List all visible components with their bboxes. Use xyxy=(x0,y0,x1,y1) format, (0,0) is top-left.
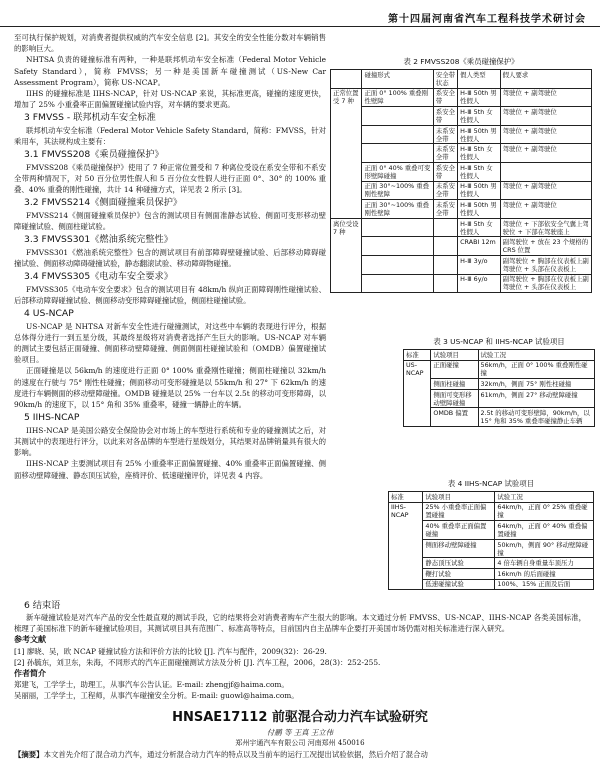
table-cell: 正面 30°~100% 重叠刚性壁障 xyxy=(362,200,433,219)
table-cell: 正面 0° 40% 重叠可变形壁障碰撞 xyxy=(362,162,433,181)
next-paper-authors: 付鹏 等 王真 王立伟 xyxy=(266,728,334,737)
body-paragraph: 联邦机动车安全标准（Federal Motor Vehicle Safety Standard，简称：FMVSS，针对乘用车，其法规构成主要有： xyxy=(14,125,326,147)
table-cell: H-Ⅲ 50th 男性假人 xyxy=(458,88,501,107)
running-header xyxy=(0,8,600,27)
table-cell xyxy=(362,255,433,274)
table-cell: 64km/h，正面 0° 25% 重叠碰撞 xyxy=(495,502,594,521)
table-cell: 低速碰撞试验 xyxy=(423,579,495,590)
section-heading: 3.4 FMVSS305《电动车安全要求》 xyxy=(24,271,173,283)
body-paragraph: FMVSS214《侧面碰撞乘员保护》包含的测试项目有侧面准静态试验、侧面可变形移动壁障碰撞试验、侧面柱碰试验。 xyxy=(14,210,326,232)
running-title: 第十四届河南省汽车工程科技学术研讨会 xyxy=(388,14,586,25)
table-cell: 100%、15% 正面及后面 xyxy=(495,579,594,590)
table-cell: 未系安全带 xyxy=(433,144,457,163)
table-row xyxy=(404,408,595,427)
table-cell xyxy=(362,218,433,237)
table-cell: 16km/h 的后面碰撞 xyxy=(495,568,594,579)
conclusion-text: 新车碰撞试验是对汽车产品的安全性最直观的测试手段，它的结果将会对消费者购车产生很大的影响。本文通过分析 FMVSS、US-NCAP、IIHS-NCAP 各类美国标准，梳理了美国标准下的新车碰撞试验项目，其测试项目具有范围广、标准高等特点，目前国内自主品牌车企要打开美国市场仍需对相关标准进行深入研究。 xyxy=(14,613,586,634)
table-header-cell: 假人类型 xyxy=(458,70,501,89)
table-2 xyxy=(330,69,592,293)
table-header-cell: 试验工况 xyxy=(478,350,594,361)
table-cell: CRABI 12m xyxy=(458,237,501,256)
body-paragraph: IIHS-NCAP 是美国公路安全保险协会对市场上的车型进行系统和专业的碰撞测试之后，对其测试中的表现进行评分，以此来对各品牌的车型进行星级划分，其结果对品牌销量具有很大的影响。 xyxy=(14,425,326,458)
table-header-cell: 试验项目 xyxy=(423,492,495,503)
table-cell: 正面 30°~100% 重叠刚性壁障 xyxy=(362,181,433,200)
table-header-cell: 试验工况 xyxy=(495,492,594,503)
table-header-cell: 安全带状态 xyxy=(433,70,457,89)
table-cell: H-Ⅲ 50th 男性假人 xyxy=(458,200,501,219)
conclusion-section xyxy=(14,600,586,702)
table-cell xyxy=(362,237,433,256)
section-heading: 3.1 FMVSS208《乘员碰撞保护》 xyxy=(24,149,164,161)
table-3-caption: 表 3 US-NCAP 和 IIHS-NCAP 试验项目 xyxy=(433,337,565,346)
table-header-cell xyxy=(331,70,362,89)
table-cell: H-Ⅲ 5th 女性假人 xyxy=(458,107,501,126)
table-group-cell: 正常位置受 7 种 xyxy=(331,88,362,218)
table-cell: 61km/h，侧面 27° 移动壁障碰撞 xyxy=(478,389,594,408)
table-cell: 驾驶位 + 副驾驶位 xyxy=(500,144,591,163)
table-row xyxy=(331,162,592,181)
table-header-cell: 标准 xyxy=(389,492,423,503)
table-cell: OMDB 偏置 xyxy=(431,408,478,427)
section-heading: 3.2 FMVSS214《侧面碰撞乘员保护》 xyxy=(24,197,183,209)
table-cell: 副驾驶位 + 放在 23 个规格的 CRS 位置 xyxy=(500,237,591,256)
body-paragraph: 至可执行保护规划，对消费者提供权威的汽车安全信息 [2]。其安全的安全性能分数对车辆销售的影响巨大。 xyxy=(14,33,326,54)
section-heading: 4 US-NCAP xyxy=(24,308,74,320)
table-4-block xyxy=(388,478,594,590)
body-paragraph: FMVSS208《乘员碰撞保护》使用了 7 种正常位置受和 7 种离位受设在系安全带和不系安全带两种情况下，对 50 百分位男性假人和 5 百分位女性假人进行正面 0°、30° 的 100% 重叠、40% 重叠的刚性碰撞，共计 14 种碰撞方式，详见表 2 所示 [3]。 xyxy=(14,162,326,195)
table-cell xyxy=(433,237,457,256)
table-row xyxy=(404,379,595,390)
table-cell: 驾驶位 + 副驾驶位 xyxy=(500,200,591,219)
reference-1: [1] 廖晓、吴，欧 NCAP 碰撞试验方法和评价方法的比较 [J]. 汽车与配件，2009(32)：26-29. xyxy=(14,646,327,656)
table-cell: 2.5t 的移动可变形壁障，90km/h，以 15° 角和 35% 重叠率碰撞静止车辆 xyxy=(478,408,594,427)
table-3-block xyxy=(403,336,595,427)
table-row xyxy=(331,88,592,107)
body-paragraph: US-NCAP 是 NHTSA 对新车安全性进行碰撞测试，对这些中车辆的表现进行评分，根据总体得分进行一到五星分级，其最终星级将对消费者选择产生巨大的影响。US-NCAP 对车辆的测试主要包括正面碰撞、侧面移动壁障碰撞、侧面侧面柱碰撞试验和（OMDB）偏置碰撞试验项目。 xyxy=(14,321,326,365)
table-header-cell: 试验项目 xyxy=(431,350,478,361)
table-cell: 驾驶位 + 副驾驶位 xyxy=(500,88,591,107)
table-cell: 侧面柱碰撞 xyxy=(431,379,478,390)
body-paragraph: NHTSA 负责的碰撞标准有两种，一种是联邦机动车安全标准（Federal Motor Vehicle Safety Standard），简称 FMVSS；另一种是美国新车碰撞测试（US-New Car Assessment Program），简称 US-NCAP。 xyxy=(14,55,326,87)
table-header-cell: 标准 xyxy=(404,350,431,361)
table-cell: 驾驶位 + 副驾驶位 xyxy=(500,125,591,144)
reference-2: [2] 孙毓东，刘卫东，朱海，不同形式的汽车正面碰撞测试方法及分析 [J]. 汽车工程，2006，28(3)：252-255. xyxy=(14,657,381,667)
table-cell: 正面碰撞 xyxy=(431,360,478,379)
table-cell: H-Ⅲ 5th 女性假人 xyxy=(458,218,501,237)
table-group-cell: 离位受设 7 种 xyxy=(331,218,362,292)
table-2-block xyxy=(330,56,592,293)
table-cell: 25% 小重叠率正面偏置碰撞 xyxy=(423,502,495,521)
table-row xyxy=(331,144,592,163)
table-cell xyxy=(433,274,457,293)
table-cell: 未系安全带 xyxy=(433,200,457,219)
table-cell: 50km/h，侧面 90° 移动壁障碰撞 xyxy=(495,539,594,558)
table-cell xyxy=(362,144,433,163)
table-cell: 正面 0° 100% 重叠刚性壁障 xyxy=(362,88,433,107)
table-cell: 驾驶位 + 下部依安全气囊上驾驶位 + 下部在驾驶座上 xyxy=(500,218,591,237)
table-cell: 40% 重叠率正面偏置碰撞 xyxy=(423,521,495,540)
table-cell: H-Ⅲ 5th 女性假人 xyxy=(458,162,501,181)
references-heading: 参考文献 xyxy=(14,635,46,645)
body-paragraph: FMVSS305《电动车安全要求》包含的测试项目有 48km/h 纵向正面障碍刚性碰撞试验、后部移动障碍碰撞试验、侧面移动变形障碍碰撞试验，侧面柱碰撞试验。 xyxy=(14,284,326,305)
section-heading: 5 IIHS-NCAP xyxy=(24,412,80,424)
table-row xyxy=(389,502,594,521)
table-cell: H-Ⅲ 6y/o xyxy=(458,274,501,293)
author-2: 吴丽丽，工学学士，工程师，从事汽车碰撞安全分析。E-mail: guowl@haima.com。 xyxy=(14,691,299,701)
table-cell: 系安全带 xyxy=(433,107,457,126)
table-header-cell: 假人要求 xyxy=(500,70,591,89)
table-cell: 56km/h，正面 0° 100% 重叠刚性碰撞 xyxy=(478,360,594,379)
author-intro-heading: 作者简介 xyxy=(14,669,46,679)
table-cell xyxy=(500,162,591,181)
table-cell xyxy=(362,125,433,144)
table-cell: H-Ⅲ 5th 女性假人 xyxy=(458,144,501,163)
table-cell: 驾驶位 + 副驾驶位 xyxy=(500,107,591,126)
next-paper-abstract xyxy=(14,750,586,760)
next-paper-title: HNSAE17112 前驱混合动力汽车试验研究 xyxy=(172,710,428,725)
body-paragraph: 正面碰撞是以 56km/h 的速度进行正面 0° 100% 重叠刚性碰撞；侧面柱碰撞以 32km/h 的速度在行驶与 75° 刚性柱碰撞；侧面移动可变形碰撞是以 55km/h 和 27° 下 62km/h 的速度进行车辆侧面的移动壁障碰撞。OMDB 碰撞是以 25% 一台车以 2.5t 的移动可变形障碍，以 90km/h 的速度下，以 15° 角和 35% 重叠率，碰撞一辆静止的车辆。 xyxy=(14,366,326,410)
table-cell: 副驾驶位 + 胸部在仪表板上副驾驶位 + 头部在仪表板上 xyxy=(500,274,591,293)
table-cell xyxy=(362,274,433,293)
table-group-cell: IIHS-NCAP xyxy=(389,502,423,590)
table-row xyxy=(331,125,592,144)
table-row xyxy=(331,274,592,293)
table-4 xyxy=(388,491,594,590)
table-cell: 未系安全带 xyxy=(433,125,457,144)
table-row xyxy=(331,200,592,219)
table-cell xyxy=(362,107,433,126)
table-cell: 侧面移动壁障碰撞 xyxy=(423,539,495,558)
next-paper-organization: 郑州宇通汽车有限公司 河南郑州 450016 xyxy=(235,739,365,747)
table-row xyxy=(331,237,592,256)
table-cell: 32km/h，侧面 75° 刚性柱碰撞 xyxy=(478,379,594,390)
table-4-caption: 表 4 IIHS-NCAP 试验项目 xyxy=(447,479,535,488)
table-cell: H-Ⅲ 3y/o xyxy=(458,255,501,274)
table-row xyxy=(331,181,592,200)
table-2-caption: 表 2 FMVSS208《乘员碰撞保护》 xyxy=(403,57,519,66)
table-row xyxy=(404,389,595,408)
body-paragraph: IIHS-NCAP 主要测试项目有 25% 小重叠率正面偏置碰撞、40% 重叠率正面偏置碰撞、侧面移动壁障碰撞、静态顶压试验，座椅评价、低速碰撞评价，详见表 4 内容。 xyxy=(14,459,326,480)
table-cell: 副驾驶位 + 胸部在仪表板上副驾驶位 + 头部在仪表板上 xyxy=(500,255,591,274)
body-paragraph: FMVSS301《燃油系统完整性》包含的测试项目有前部障碍壁碰撞试验、后部移动障碍碰撞试验、侧面移动障碍碰撞试验，静态翻滚试验、移动障碍物碰撞。 xyxy=(14,247,326,269)
table-group-cell: US-NCAP xyxy=(404,360,431,426)
section-heading: 3.3 FMVSS301《燃油系统完整性》 xyxy=(24,234,173,246)
table-row xyxy=(404,360,595,379)
table-row xyxy=(331,107,592,126)
left-column xyxy=(14,32,326,481)
abstract-text: 本文首先介绍了混合动力汽车，通过分析混合动力汽车的特点以及当前车的运行工况提出试验依据，然后介绍了混合动 xyxy=(43,750,428,759)
table-cell: 侧面可变形移动壁障碰撞 xyxy=(431,389,478,408)
table-header-cell: 碰撞形式 xyxy=(362,70,433,89)
table-cell: 4 倍车辆自身重量车顶压力 xyxy=(495,558,594,569)
table-cell xyxy=(433,255,457,274)
table-3 xyxy=(403,349,595,427)
table-cell: 鞭打试验 xyxy=(423,568,495,579)
table-cell: H-Ⅲ 50th 男性假人 xyxy=(458,181,501,200)
table-row xyxy=(331,218,592,237)
table-cell: 系安全带 xyxy=(433,162,457,181)
table-cell: H-Ⅲ 50th 男性假人 xyxy=(458,125,501,144)
section-heading: 3 FMVSS - 联邦机动车安全标准 xyxy=(24,112,156,124)
table-cell: 未系安全带 xyxy=(433,181,457,200)
body-paragraph: IIHS 的碰撞标准是 IIHS-NCAP，针对 US-NCAP 来说，其标准更高，碰撞的速度更快，增加了 25% 小重叠率正面偏置碰撞试验内容，对车辆的要求更高。 xyxy=(14,89,326,110)
author-1: 郑建飞，工学学士，助理工，从事汽车公告认证。E-mail: zhengjf@haima.com。 xyxy=(14,680,289,690)
table-row xyxy=(331,255,592,274)
conclusion-heading: 6 结束语 xyxy=(24,600,61,611)
abstract-label: 【摘要】 xyxy=(14,750,44,759)
table-cell: 静态顶压试验 xyxy=(423,558,495,569)
table-cell: 驾驶位 + 副驾驶位 xyxy=(500,181,591,200)
table-cell: 64km/h，正面 0° 40% 重叠偏置碰撞 xyxy=(495,521,594,540)
table-cell xyxy=(433,218,457,237)
table-cell: 系安全带 xyxy=(433,88,457,107)
